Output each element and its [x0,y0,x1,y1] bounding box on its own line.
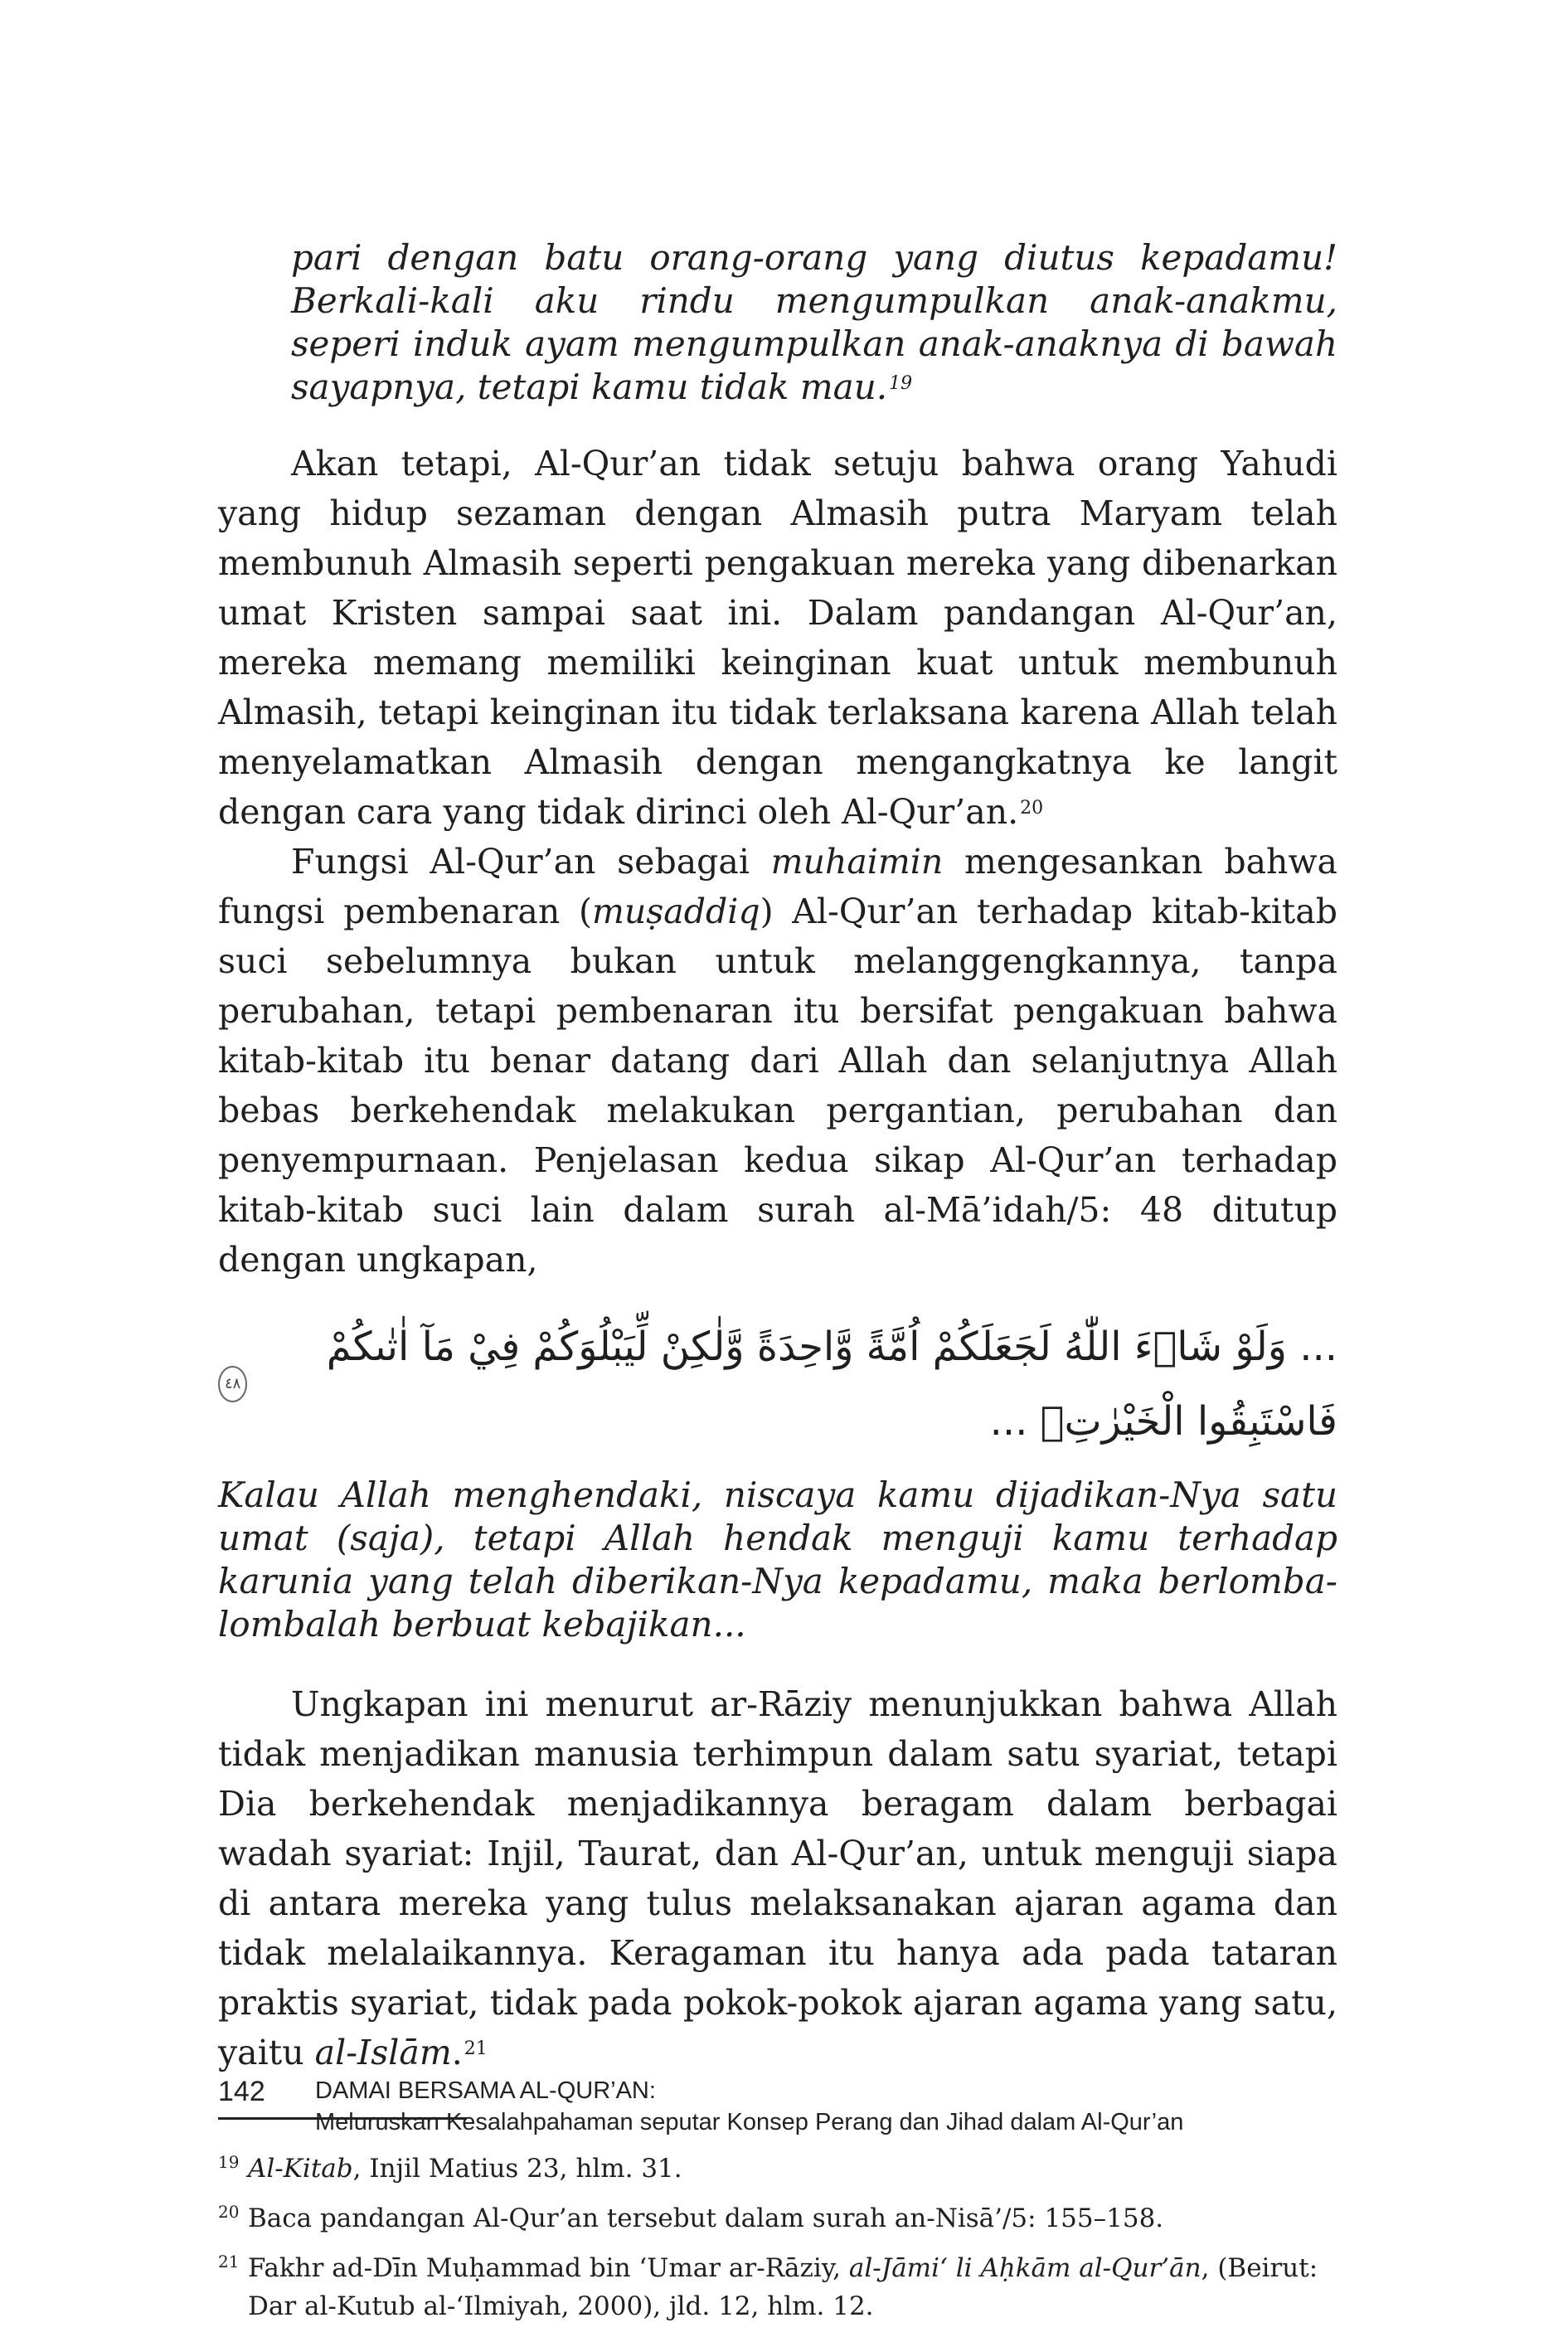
footnote-number: 21 [218,2252,240,2271]
paragraph-2-text-a: Fungsi Al-Qur’an sebagai [291,842,771,882]
footnote-ref-20[interactable]: 20 [1020,798,1044,819]
page-content [218,236,1337,2337]
quote-text: pari dengan batu orang-orang yang diutus kepadamu! Berkali-kali aku rindu mengumpulkan anak-anakmu, seperi induk ayam mengumpulkan anak-anaknya di bawah sayapnya, tetapi kamu tidak mau. [291,237,1337,407]
paragraph-3-text-b: . [451,2033,463,2072]
book-title: DAMAI BERSAMA AL-QUR’AN: [315,2077,656,2104]
footnote-ref-19[interactable]: 19 [889,373,913,394]
paragraph-2-text-b: mengesankan bahwa fungsi pembenaran ( [218,842,1337,931]
paragraph-2-text-c: ) Al-Qur’an terhadap kitab-kitab suci sebelumnya bukan untuk melanggengkannya, tanpa perubahan, tetapi pembenaran itu bersifat pengakuan bahwa kitab-kitab itu benar datang dari Allah dan selanjutnya Allah bebas berkehendak melakukan pergantian, perubahan dan penyempurnaan. Penjelasan kedua sikap Al-Qur’an terhadap kitab-kitab suci lain dalam surah al-Mā’idah/5: 48 ditutup dengan ungkapan, [218,892,1337,1280]
term-muhaimin: muhaimin [770,842,944,882]
footnote-21 [218,2249,1337,2325]
footnote-ref-21[interactable]: 21 [464,2038,488,2059]
footnote-19 [218,2150,1337,2188]
verse-translation: Kalau Allah menghendaki, niscaya kamu dijadikan-Nya satu umat (saja), tetapi Allah hendak menguji kamu terhadap karunia yang telah diberikan-Nya kepadamu, maka berlomba-lombalah berbuat kebajikan... [218,1475,1337,1645]
footnote-text: Baca pandangan Al-Qur’an tersebut dalam surah an-Nisā’/5: 155–158. [248,2203,1164,2233]
paragraph-1-text: Akan tetapi, Al-Qur’an tidak setuju bahwa orang Yahudi yang hidup sezaman dengan Almasih putra Maryam telah membunuh Almasih seperti pengakuan mereka yang dibenarkan umat Kristen sampai saat ini. Dalam pandangan Al-Qur’an, mereka memang memiliki keinginan kuat untuk membunuh Almasih, tetapi keinginan itu tidak terlaksana karena Allah telah menyelamatkan Almasih dengan mengangkatnya ke langit dengan cara yang tidak dirinci oleh Al-Qur’an. [218,444,1337,832]
running-footer [315,2075,1183,2138]
footnote-pre: Fakhr ad-Dīn Muḥammad bin ‘Umar ar-Rāziy, [248,2253,849,2283]
footnote-body: , (Beirut: Dar al-Kutub al-‘Ilmiyah, 2000), jld. 12, hlm. 12. [248,2253,1318,2321]
page-footer [218,2075,1183,2138]
footnote-italic: al-Jāmi‘ li Aḥkām al-Qur’ān [848,2253,1201,2283]
paragraph-3 [218,1679,1337,2077]
footnote-20 [218,2199,1337,2237]
footnote-text [248,2150,1337,2188]
term-musaddiq: muṣaddiq [591,892,760,931]
paragraph-1 [218,439,1337,837]
paragraph-3-text-a: Ungkapan ini menurut ar-Rāziy menunjukkan bahwa Allah tidak menjadikan manusia terhimpun dalam satu syariat, tetapi Dia berkehendak menjadikannya beragam dalam berbagai wadah syariat: Injil, Taurat, dan Al-Qur’an, untuk menguji siapa di antara mereka yang tulus melaksanakan ajaran agama dan tidak melalaikannya. Keragaman itu hanya ada pada tataran praktis syariat, tidak pada pokok-pokok ajaran agama yang satu, yaitu [218,1684,1337,2072]
paragraph-2 [218,837,1337,1285]
arabic-verse-text: ... وَلَوْ شَاۤءَ اللّٰهُ لَجَعَلَكُمْ اُمَّةً وَّاحِدَةً وَّلٰكِنْ لِّيَبْلُوَكُمْ فِيْ مَآ اٰتٰىكُمْ فَاسْتَبِقُوا الْخَيْرٰتِۗ ... [326,1324,1337,1445]
verse-number: ٤٨ [225,1375,241,1392]
term-al-islam: al-Islām [314,2033,452,2072]
footnote-text [248,2249,1337,2325]
footnote-number: 20 [218,2202,240,2222]
arabic-verse [218,1309,1337,1459]
verse-number-marker [218,1366,247,1402]
footnote-italic: Al-Kitab [248,2154,353,2184]
block-quote [218,236,1337,409]
footnote-number: 19 [218,2152,240,2172]
footnote-body: , Injil Matius 23, hlm. 31. [352,2154,682,2184]
page-number: 142 [218,2076,265,2107]
book-subtitle: Meluruskan Kesalahpahaman seputar Konsep Perang dan Jihad dalam Al-Qur’an [315,2109,1184,2135]
